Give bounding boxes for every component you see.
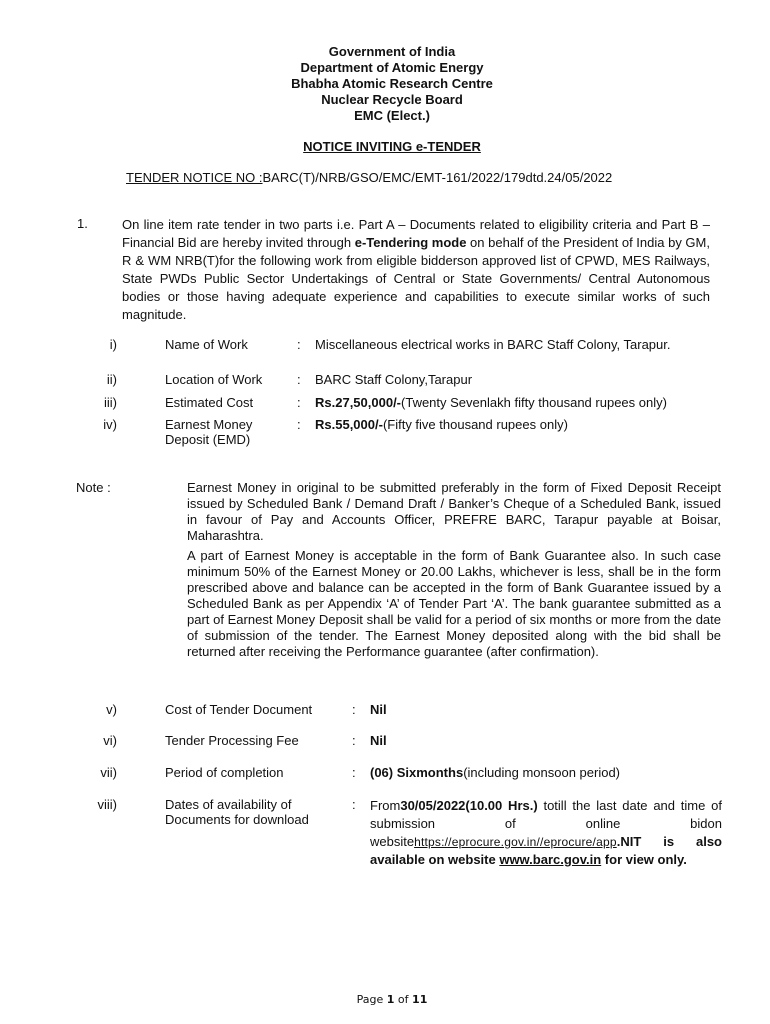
- view-only-text: for view only.: [601, 852, 687, 867]
- note-paragraph-1: Earnest Money in original to be submitted preferably in the form of Fixed Deposit Receipt issued by Scheduled Bank / Demand Draft / Banker’s Cheque of a Scheduled Bank, issued in favour of Pay and Accounts Officer, PREFRE BARC, Tarapur payable at Boisar, Maharashtra.: [187, 480, 721, 543]
- item-value-text: (Twenty Sevenlakh fifty thousand rupees only): [401, 395, 667, 410]
- para1-text-b: on behalf of the President of India by GM, R & WM NRB(T)for the following work from eligible bidderson approved list of CPWD, MES Railways, State PWDs Public Sector Undertakings of Central or State Governments/ Central Autonomous bodies or those having adequate experience and capabilities to execute similar works of such magnitude.: [122, 235, 710, 322]
- page-total: 11: [412, 993, 428, 1006]
- item-label-line-2: Documents for download: [165, 812, 309, 827]
- item-value-text: (including monsoon period): [463, 765, 620, 780]
- item-label-line-2: Deposit (EMD): [165, 432, 251, 447]
- item-number: vii): [100, 765, 117, 780]
- para1-bold: e-Tendering mode: [354, 235, 467, 250]
- paragraph-number: 1.: [77, 216, 88, 231]
- note-paragraph-2: A part of Earnest Money is acceptable in the form of Bank Guarantee also. In such case minimum 50% of the Earnest Money or 20.00 Lakhs, whichever is less, shall be in the form prescribed above and balance can be accepted in the form of Bank Guarantee issued by a Scheduled Bank as per Appendix ‘A’ of Tender Part ‘A’. The bank guarantee submitted as a part of Earnest Money Deposit shall be valid for a period of six months or more from the date of submission of the tender. The Earnest Money deposited along with the bid shall be returned after receiving the Performance guarantee (after confirmation).: [187, 548, 721, 659]
- item-label: Name of Work: [165, 337, 248, 352]
- tender-notice-number: [126, 170, 612, 185]
- barc-website-link[interactable]: www.barc.gov.in: [499, 852, 602, 867]
- letterhead: [0, 44, 770, 124]
- tender-no-label: TENDER NOTICE NO :: [126, 170, 263, 185]
- item-colon: :: [297, 337, 301, 352]
- item-label-line-1: Dates of availability of: [165, 797, 292, 812]
- item-number: viii): [97, 797, 117, 812]
- para1-text-a: On line item rate tender in two parts i.e. Part A – Documents related to eligibility criteria and Part B – Financial Bid are hereby invited through: [122, 217, 710, 250]
- download-dates-text: [370, 797, 722, 869]
- item-label: Cost of Tender Document: [165, 702, 313, 717]
- page-of: of: [394, 993, 413, 1006]
- item-value: [370, 765, 620, 780]
- item-value: Nil: [370, 733, 387, 748]
- nit-text: .NIT is also available on website: [370, 834, 722, 867]
- item-colon: :: [352, 733, 356, 748]
- item-number: iii): [104, 395, 117, 410]
- paragraph-1: [122, 216, 710, 324]
- page-footer: [0, 993, 770, 1006]
- item-number: iv): [103, 417, 117, 432]
- dates-text: totill the last date and time of submission of online bidon website: [370, 798, 722, 849]
- item-colon: :: [352, 797, 356, 812]
- notice-title: NOTICE INVITING e-TENDER: [303, 139, 481, 154]
- item-colon: :: [297, 417, 301, 432]
- item-colon: :: [297, 372, 301, 387]
- item-value-text: (Fifty five thousand rupees only): [382, 417, 568, 432]
- item-value: [315, 395, 667, 410]
- item-label-line-1: Earnest Money: [165, 417, 253, 432]
- header-line-1: Government of India: [328, 44, 456, 59]
- item-label: Tender Processing Fee: [165, 733, 299, 748]
- header-line-3: Bhabha Atomic Research Centre: [291, 76, 493, 91]
- item-label: [165, 417, 252, 447]
- item-number: i): [109, 337, 117, 352]
- item-number: ii): [106, 372, 117, 387]
- page-label: Page: [356, 993, 387, 1006]
- tender-no-value: BARC(T)/NRB/GSO/EMC/EMT-161/2022/179dtd.24/05/2022: [262, 170, 613, 185]
- item-label: Estimated Cost: [165, 395, 254, 410]
- dates-start: 30/05/2022(10.00 Hrs.): [400, 798, 538, 813]
- item-number: v): [106, 702, 117, 717]
- item-label: Period of completion: [165, 765, 284, 780]
- header-line-5: EMC (Elect.): [354, 108, 430, 123]
- item-label: [165, 797, 309, 827]
- item-value: Miscellaneous electrical works in BARC Staff Colony, Tarapur.: [315, 337, 671, 352]
- header-line-4: Nuclear Recycle Board: [321, 92, 463, 107]
- item-value: BARC Staff Colony,Tarapur: [315, 372, 473, 387]
- page-number: 1: [386, 993, 395, 1006]
- item-value-bold: Rs.27,50,000/-: [315, 395, 402, 410]
- item-value-bold: Rs.55,000/-: [315, 417, 383, 432]
- item-value: Nil: [370, 702, 387, 717]
- note-label: Note :: [76, 480, 111, 495]
- header-line-2: Department of Atomic Energy: [300, 60, 484, 75]
- item-value-bold: (06) Sixmonths: [370, 765, 464, 780]
- item-value: [315, 417, 568, 432]
- item-colon: :: [352, 702, 356, 717]
- dates-from: From: [370, 798, 401, 813]
- item-colon: :: [297, 395, 301, 410]
- eprocure-link[interactable]: https://eprocure.gov.in//eprocure/app: [414, 835, 617, 849]
- item-colon: :: [352, 765, 356, 780]
- item-label: Location of Work: [165, 372, 263, 387]
- item-number: vi): [103, 733, 117, 748]
